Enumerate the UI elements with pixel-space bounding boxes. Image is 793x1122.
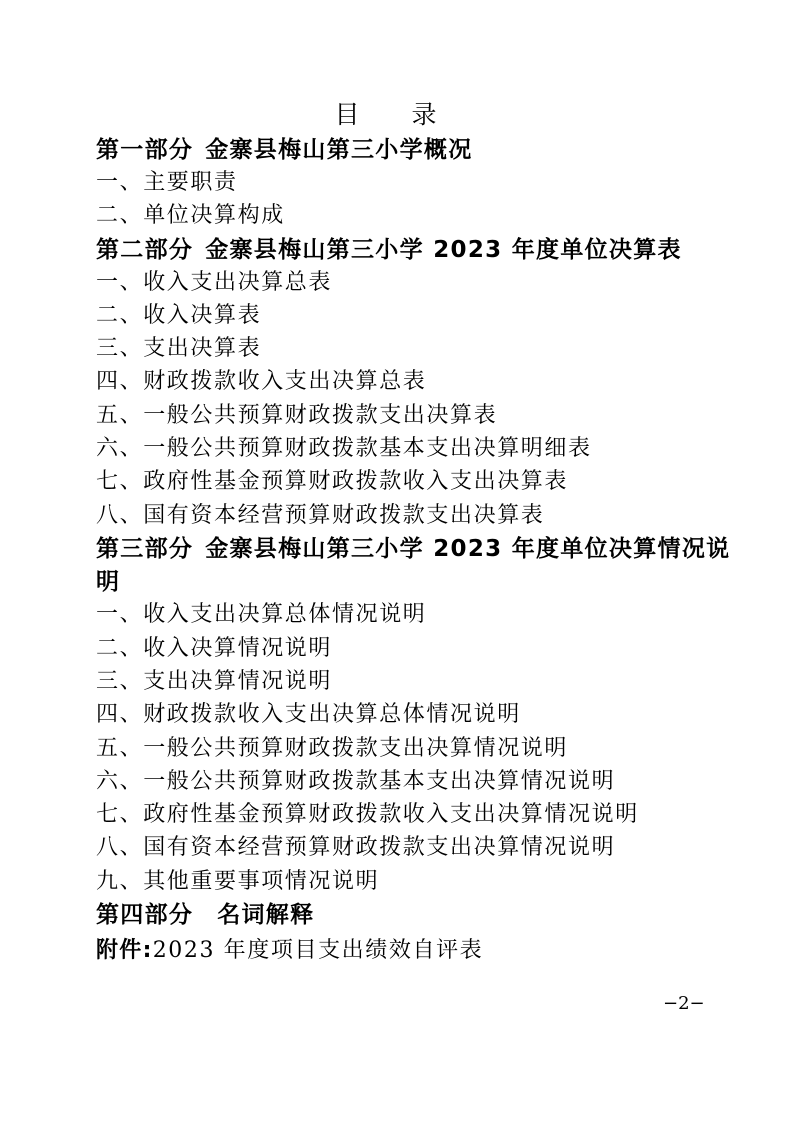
toc-item: 三、支出决算表 (96, 336, 262, 361)
toc-item: 二、收入决算情况说明 (96, 636, 333, 661)
part2-label: 第二部分 (96, 237, 194, 263)
part1-label: 第一部分 (96, 137, 194, 163)
part3-text: 金寨县梅山第三小学 2023 年度单位决算情况说 (205, 536, 731, 562)
toc-item: 七、政府性基金预算财政拨款收入支出决算表 (96, 469, 569, 494)
toc-item: 二、收入决算表 (96, 303, 262, 328)
toc-item: 一、收入支出决算总表 (96, 270, 333, 295)
toc-item: 四、财政拨款收入支出决算总体情况说明 (96, 702, 521, 727)
toc-item: 六、一般公共预算财政拨款基本支出决算情况说明 (96, 769, 616, 794)
toc-item: 一、主要职责 (96, 170, 238, 195)
toc-item: 六、一般公共预算财政拨款基本支出决算明细表 (96, 436, 592, 461)
toc-item: 五、一般公共预算财政拨款支出决算表 (96, 403, 498, 428)
attachment-text: 2023 年度项目支出绩效自评表 (152, 938, 484, 963)
part3-heading (96, 534, 730, 564)
toc-item: 三、支出决算情况说明 (96, 669, 333, 694)
attachment-label: 附件: (96, 938, 153, 963)
toc-title: 目 录 (334, 100, 459, 129)
toc-item: 八、国有资本经营预算财政拨款支出决算表 (96, 503, 545, 528)
attachment-line (96, 936, 483, 966)
toc-item: 九、其他重要事项情况说明 (96, 869, 380, 894)
toc-item: 一、收入支出决算总体情况说明 (96, 602, 427, 627)
part1-text: 金寨县梅山第三小学概况 (205, 137, 473, 163)
part4-label: 第四部分 (96, 902, 194, 928)
part3-heading-continued: 明 (96, 569, 121, 595)
toc-item: 八、国有资本经营预算财政拨款支出决算情况说明 (96, 835, 616, 860)
toc-item: 四、财政拨款收入支出决算总表 (96, 369, 427, 394)
part2-text: 金寨县梅山第三小学 2023 年度单位决算表 (205, 237, 682, 263)
toc-item: 七、政府性基金预算财政拨款收入支出决算情况说明 (96, 802, 639, 827)
toc-item: 二、单位决算构成 (96, 203, 285, 228)
part4-heading (96, 900, 314, 930)
part2-heading (96, 235, 682, 265)
part1-heading (96, 135, 473, 165)
part3-label: 第三部分 (96, 536, 194, 562)
page-number: −2− (663, 993, 705, 1014)
toc-item: 五、一般公共预算财政拨款支出决算情况说明 (96, 736, 569, 761)
part4-text: 名词解释 (217, 902, 315, 928)
